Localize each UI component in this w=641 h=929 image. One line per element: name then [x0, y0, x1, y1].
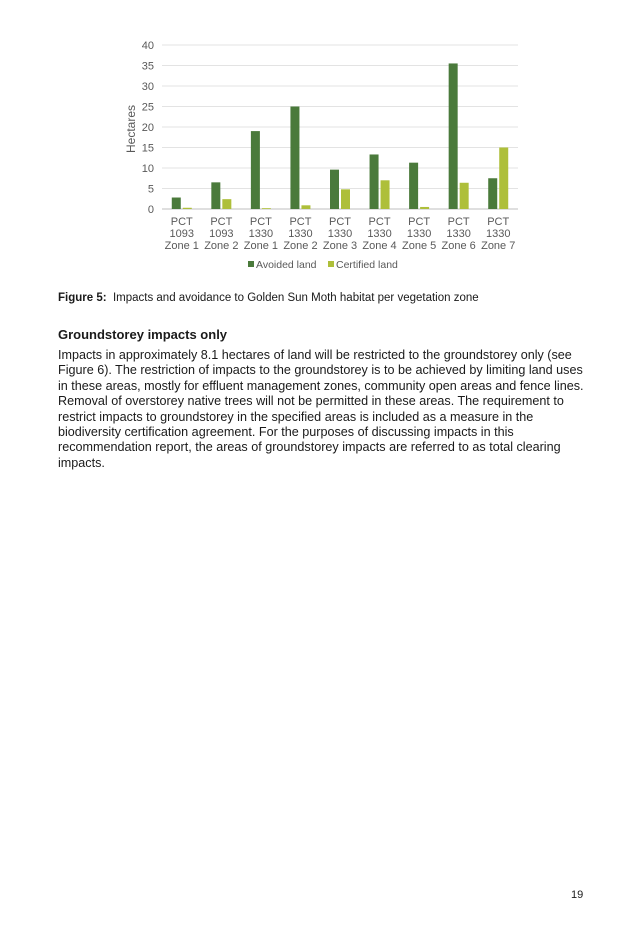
bar-avoided-land [251, 131, 260, 209]
y-tick-label: 15 [141, 142, 154, 155]
section-heading: Groundstorey impacts only [58, 327, 228, 342]
x-tick-label: Zone 2 [283, 240, 318, 252]
x-tick-label: Zone 1 [164, 240, 199, 252]
legend-swatch [328, 261, 334, 267]
bar-avoided-land [290, 107, 299, 210]
x-tick-label: PCT [408, 216, 431, 228]
bar-certified-land [183, 208, 192, 209]
chart-legend [248, 259, 398, 271]
x-tick-label: PCT [170, 216, 193, 228]
body-paragraph: Impacts in approximately 8.1 hectares of land will be restricted to the groundstorey only (see Figure 6). The restriction of impacts to the groundstorey is to be achieved by limiting land uses in these areas, mostly for effluent management zones, community open areas and fence lines. Removal of overstorey native trees will not be permitted in these areas. The requirement to restrict impacts to groundstorey in the specified areas is included as a measure in the biodiversity certification agreement. For the purposes of discussing impacts in this recommendation report, the areas of groundstorey impacts are referred to as total clearing impacts. [58, 348, 584, 470]
y-tick-label: 40 [141, 40, 154, 52]
x-tick-label: 1093 [209, 228, 234, 240]
bar-avoided-land [409, 163, 418, 209]
bar-certified-land [301, 205, 310, 209]
y-tick-label: 25 [141, 101, 154, 114]
x-tick-label: 1093 [169, 228, 195, 240]
x-tick-label: 1330 [367, 228, 392, 240]
x-tick-label: 1330 [327, 228, 353, 240]
x-tick-label: PCT [487, 216, 510, 228]
x-tick-label: Zone 3 [322, 240, 358, 252]
x-tick-label: Zone 2 [204, 240, 239, 252]
x-tick-label: PCT [447, 216, 470, 228]
bar-avoided-land [488, 178, 497, 209]
bar-certified-land [499, 148, 508, 210]
x-tick-label: Zone 1 [243, 240, 279, 252]
bar-certified-land [222, 199, 231, 209]
bar-avoided-land [449, 63, 458, 209]
bar-avoided-land [172, 198, 181, 209]
x-axis-tick-labels [165, 216, 516, 252]
x-tick-label: 1330 [248, 228, 274, 240]
x-tick-label: 1330 [446, 228, 471, 240]
bar-certified-land [420, 207, 429, 209]
bar-certified-land [341, 189, 350, 209]
bar-avoided-land [370, 154, 379, 209]
y-tick-label: 20 [141, 122, 154, 134]
bar-certified-land [381, 180, 390, 209]
y-tick-label: 0 [147, 204, 154, 216]
x-tick-label: Zone 7 [481, 240, 516, 252]
figure-caption-label: Figure 5: [58, 292, 107, 304]
x-tick-label: 1330 [485, 228, 511, 240]
y-tick-label: 5 [147, 183, 154, 196]
legend-swatch [248, 261, 254, 267]
y-axis-label: Hectares [124, 104, 138, 154]
figure-caption-text: Impacts and avoidance to Golden Sun Moth habitat per vegetation zone [112, 292, 479, 304]
x-tick-label: Zone 5 [401, 240, 437, 252]
x-tick-label: Zone 6 [441, 240, 476, 252]
chart-bars [172, 63, 508, 209]
legend-label: Avoided land [256, 259, 317, 271]
bar-chart [120, 34, 530, 280]
x-tick-label: 1330 [406, 228, 432, 240]
bar-certified-land [262, 208, 271, 209]
bar-certified-land [460, 183, 469, 209]
x-tick-label: 1330 [288, 228, 313, 240]
page-number: 19 [571, 889, 584, 901]
x-tick-label: PCT [368, 216, 391, 228]
x-tick-label: PCT [289, 216, 312, 228]
y-axis-tick-labels [142, 40, 154, 216]
x-tick-label: Zone 4 [362, 240, 397, 252]
x-tick-label: PCT [210, 216, 233, 228]
x-tick-label: PCT [329, 216, 351, 228]
y-tick-label: 10 [141, 163, 154, 175]
bar-avoided-land [211, 182, 220, 209]
y-tick-label: 30 [141, 81, 154, 93]
legend-label: Certified land [336, 259, 398, 271]
bar-avoided-land [330, 170, 339, 209]
figure-caption [58, 292, 479, 304]
y-tick-label: 35 [141, 60, 154, 73]
x-tick-label: PCT [249, 216, 272, 228]
